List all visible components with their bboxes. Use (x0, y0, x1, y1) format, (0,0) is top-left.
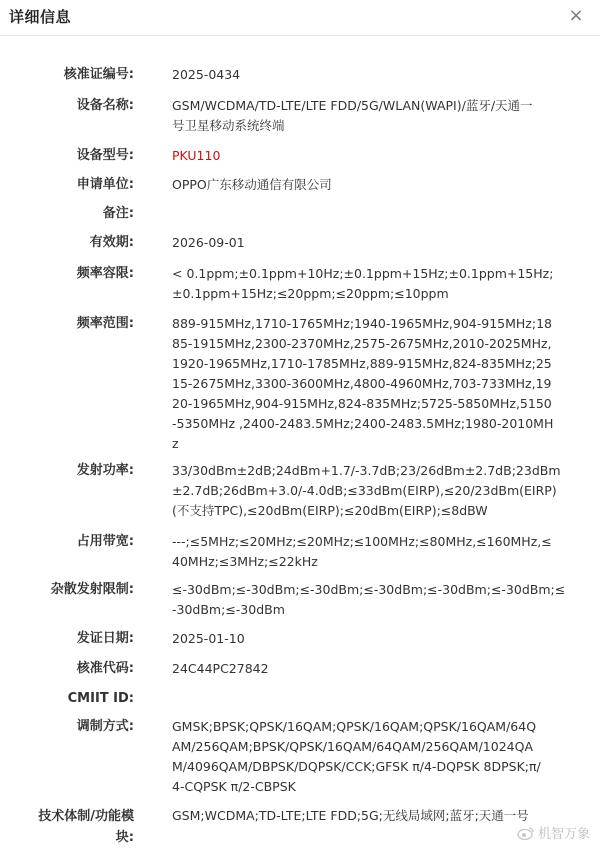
field-label: 杂散发射限制: (50, 582, 134, 597)
field-value: 33/30dBm±2dB;24dBm+1.7/-3.7dB;23/26dBm±2.7dB;23dBm ±2.7dB;26dBm+3.0/-4.0dB;≤33dBm(EIRP),≤20/23dBm(EIRP) (不支持TPC),≤20dBm(EIRP);≤20dBm(EIRP);≤8dBW (172, 463, 561, 518)
field-label: 有效期: (89, 235, 134, 250)
field-label: CMIIT ID: (67, 691, 134, 706)
close-icon[interactable]: × (568, 5, 584, 26)
field-label: 频率容限: (76, 266, 134, 281)
field-label: 设备型号: (76, 148, 134, 163)
weibo-icon (517, 826, 535, 840)
field-label: 备注: (102, 206, 134, 221)
field-value-model: PKU110 (172, 148, 221, 163)
field-value: GSM;WCDMA;TD-LTE;LTE FDD;5G;无线局域网;蓝牙;天通一号 (172, 808, 529, 823)
field-label: 核准证编号: (63, 67, 134, 82)
watermark-text: 机智万象 (537, 827, 590, 842)
field-value: < 0.1ppm;±0.1ppm+10Hz;±0.1ppm+15Hz;±0.1ppm+15Hz; ±0.1ppm+15Hz;≤20ppm;≤20ppm;≤10ppm (172, 266, 554, 301)
field-label: 申请单位: (76, 177, 134, 192)
dialog-title: 详细信息 (9, 8, 72, 26)
field-value: 889-915MHz,1710-1765MHz;1940-1965MHz,904-915MHz;18 85-1915MHz,2300-2370MHz,2575-2675MHz,2010-2025MHz, 1920-1965MHz,1710-1785MHz,889-915MHz,824-835MHz;25 15-2675MHz,3300-3600MHz,4800-4960MHz,703-733MHz,19 20-1965MHz,904-915MHz,824-835MHz;5725-5850MHz,5150 -5350MHz ,2400-2483.5MHz;2400-2483.5MHz;1980-2010MH z (172, 316, 554, 451)
field-value: OPPO广东移动通信有限公司 (172, 177, 332, 192)
field-value: 2025-01-10 (172, 631, 245, 646)
field-value: GSM/WCDMA/TD-LTE/LTE FDD/5G/WLAN(WAPI)/蓝牙/天通一 号卫星移动系统终端 (172, 98, 533, 133)
field-label: 设备名称: (76, 98, 134, 113)
field-value: 2026-09-01 (172, 235, 245, 250)
field-label: 占用带宽: (76, 534, 134, 549)
field-label: 频率范围: (76, 316, 134, 331)
field-label: 发证日期: (76, 631, 134, 646)
field-value: ---;≤5MHz;≤20MHz;≤20MHz;≤100MHz;≤80MHz,≤160MHz,≤ 40MHz;≤3MHz;≤22kHz (172, 534, 552, 569)
field-value: 2025-0434 (172, 67, 241, 82)
field-label: 技术体制/功能模 块: (38, 809, 134, 845)
field-label: 核准代码: (76, 661, 134, 676)
field-value: GMSK;BPSK;QPSK/16QAM;QPSK/16QAM;QPSK/16QAM/64Q AM/256QAM;BPSK/QPSK/16QAM/64QAM/256QAM/1024QA M/4096QAM/DBPSK/DQPSK/CCK;GFSK π/4-DQPSK 8DPSK;π/ 4-CQPSK π/2-CBPSK (172, 719, 541, 794)
dialog-header (0, 0, 600, 36)
watermark (517, 823, 590, 842)
field-value: 24C44PC27842 (172, 661, 269, 676)
field-label: 发射功率: (76, 463, 134, 478)
field-label: 调制方式: (76, 719, 134, 734)
field-value: ≤-30dBm;≤-30dBm;≤-30dBm;≤-30dBm;≤-30dBm;≤-30dBm;≤ -30dBm;≤-30dBm (172, 582, 566, 617)
